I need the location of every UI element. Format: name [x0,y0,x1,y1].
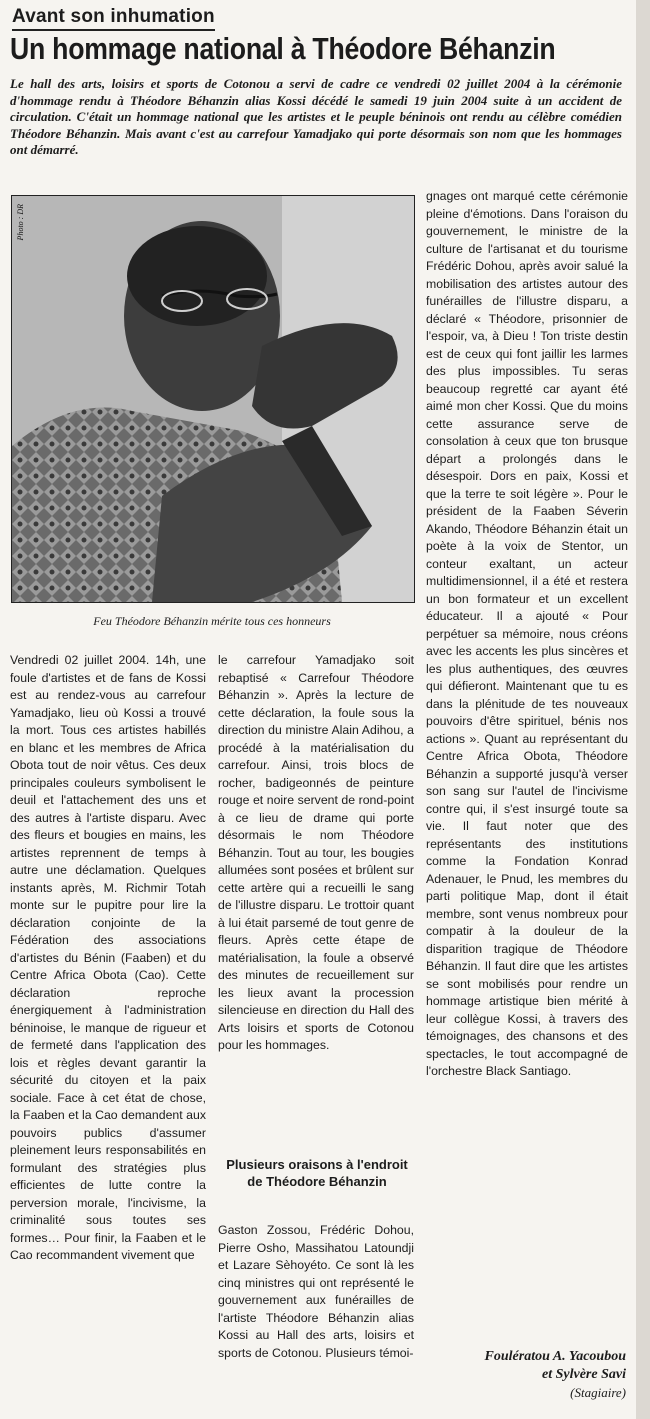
subheading: Plusieurs oraisons à l'endroit de Théodore Béhanzin [226,1157,408,1189]
lead-paragraph: Le hall des arts, loisirs et sports de Cotonou a servi de cadre ce vendredi 02 juillet 2004 à la cérémonie d'hommage rendu à Théodore Béhanzin alias Kossi décédé le samedi 19 juin 2004 suite à un accident de circulation. C'était un hommage national que les artistes et le peuple béninois ont rendu au célèbre comédien Théodore Béhanzin. Mais avant c'est au carrefour Yamadjako qui porte désormais son nom que les hommages ont démarré. [10,76,622,157]
article-column-2 [218,652,414,1144]
article-column-1 [10,652,206,1412]
column-text: le carrefour Yamadjako soit rebaptisé « Carrefour Théodore Béhanzin ». Après la lecture de cette déclaration, la foule sous la direction du ministre Alain Adihou, a procédé à la matérialisation du carrefour. Ainsi, trois blocs de rocher, badigeonnés de peinture rouge et noire servent de rond-point à ce lieu de drame qui porte désormais le nom Théodore Béhanzin. Tout au tour, les bougies allumées sont posées et brûlent sur cette artère qui a recueilli le sang de l'illustre disparu. Le trottoir quant à lui était parsemé de tout genre de fleurs. Après cette étape de matérialisation, la foule a observé des minutes de recueillement sur les lieux avant la procession silencieuse en direction du Hall des Arts loisirs et sports de Cotonou pour les hommages. [218,653,414,1052]
photo-credit: Photo : DR [16,204,25,241]
article-column-3 [426,188,628,1333]
column-text: gnages ont marqué cette cérémonie pleine d'émotions. Dans l'oraison du gouvernement, le ministre de la culture de l'artisanat et du tourisme Frédéric Dohou, après avoir salué la mobilisation des artistes autour des funérailles de l'illustre disparu, a déclaré « Théodore, prisonnier de l'espoir, va, à Dieu ! Ton triste destin est de ceux qui font jaillir les larmes des plus impossibles. Tu seras beaucoup regretté car ayant été aimé mon cher Kossi. Que du moins cette assurance serve de consolation à ceux que ton brusque départ a prolongés dans le désespoir. Dors en paix, Kossi et que la terre te soit légère ». Pour le président de la Faaben Séverin Akando, Théodore Béhanzin était un poète à la voix de Stentor, un conteur exaltant, un acteur multidimensionnel, il a été et restera un bon formateur et un excellent éducateur. Il a ajouté « Pour perpétuer sa mémoire, nous créons avec les accents les plus sincères et les plus authentiques, des œuvres qui défieront. Maintenant que tu es dans la plénitude de tes nouveaux pouvoirs d'être spirituel, bénis nos actions ». Quant au représentant du Centre Africa Obota, Théodore Béhanzin a supporté jusqu'à verser son sang sur l'autel de l'incivisme contre qui, il s'est insurgé toute sa vie. Il faut noter que des représentants des institutions comme la Fondation Konrad Adenauer, le Pnud, les membres du parti politique Map, dont il était membre, sont venus nombreux pour compatir à la douleur de la disparition tragique de Théodore Béhanzin. Il faut dire que les artistes se sont mobilisés pour rendre un hommage artistique bien mérité à leur collègue Kossi, à travers des témoignages, des chansons et des spectacles, le tout accompagné de l'orchestre Black Santiago. [426,189,628,1078]
article-column-2-continued [218,1222,414,1412]
byline-authors-2: et Sylvère Savi [542,1367,626,1382]
byline-role: (Stagiaire) [570,1385,626,1400]
kicker: Avant son inhumation [12,6,215,31]
column-text: Gaston Zossou, Frédéric Dohou, Pierre Osho, Massihatou Latoundji et Lazare Sèhoyéto. Ce sont là les cinq ministres qui ont représenté le gouvernement aux funérailles de l'artiste Théodore Béhanzin alias Kossi au Hall des arts, loisirs et sports de Cotonou. Plusieurs témoi- [218,1223,414,1360]
headline: Un hommage national à Théodore Béhanzin [10,31,556,66]
byline-authors-1: Foulératou A. Yacoubou [484,1349,626,1364]
portrait-illustration [12,196,414,602]
byline [430,1348,626,1402]
column-text: Vendredi 02 juillet 2004. 14h, une foule d'artistes et de fans de Kossi est au rendez-vous au carrefour Yamadjako, lieu où Kossi a trouvé la mort. Tous ces artistes habillés en blanc et les membres de Africa Obota tout de noir vêtus. Ces deux principales couleurs symbolisent le deuil et l'attachement des uns et des autres à l'artiste disparu. Avec des fleurs et bougies en mains, les artistes reprennent de temps à autre une déclamation. Quelques instants après, M. Richmir Totah monte sur le pupitre pour lire la déclaration conjointe de la Fédération des associations d'artistes du Bénin (Faaben) et du Centre Africa Obota (Cao). Cette déclaration reproche énergiquement à l'administration béninoise, le manque de rigueur et de fermeté dans l'application des lois et règles devant garantir la sécurité du citoyen et la paix sociale. Face à cet état de chose, la Faaben et la Cao demandent aux pouvoirs publics d'assumer pleinement leurs responsabilités en formulant des stratégies plus efficientes de lutte contre la perversion morale, l'incivisme, la criminalité sous toutes ses formes… Pour finir, la Faaben et le Cao recommandent vivement que [10,653,206,1262]
page-edge [636,0,650,1419]
photo-caption: Feu Théodore Béhanzin mérite tous ces honneurs [93,614,331,628]
portrait-photo [11,195,415,603]
